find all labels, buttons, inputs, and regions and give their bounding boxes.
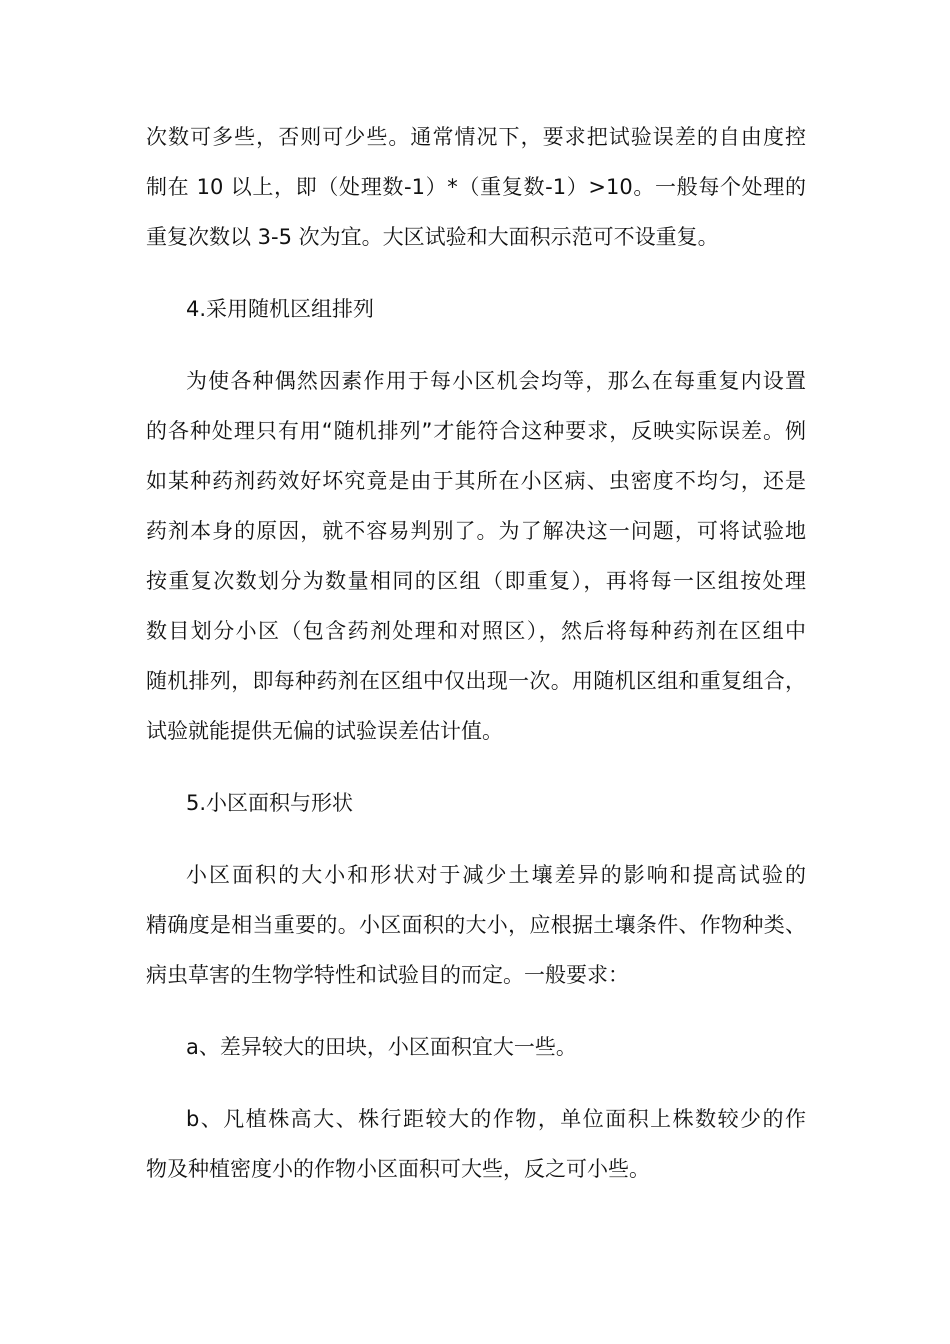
paragraph-2-line-5: 按重复次数划分为数量相同的区组（即重复），再将每一区组按处理 [146,569,806,593]
paragraph-2-line-3: 如某种药剂药效好坏究竟是由于其所在小区病、虫密度不均匀，还是 [146,469,806,493]
section-heading-5: 5.小区面积与形状 [186,791,354,815]
paragraph-1-line-2: 制在 10 以上，即（处理数-1）*（重复数-1）>10。一般每个处理的 [146,175,806,199]
paragraph-2-line-7: 随机排列，即每种药剂在区组中仅出现一次。用随机区组和重复组合， [146,669,806,693]
paragraph-2-line-6: 数目划分小区（包含药剂处理和对照区），然后将每种药剂在区组中 [146,619,806,643]
paragraph-1-line-1: 次数可多些，否则可少些。通常情况下，要求把试验误差的自由度控 [146,125,806,149]
paragraph-3-line-2: 精确度是相当重要的。小区面积的大小，应根据土壤条件、作物种类、 [146,913,806,937]
list-item-b-line-2: 物及种植密度小的作物小区面积可大些，反之可小些。 [146,1157,650,1181]
paragraph-2-line-8: 试验就能提供无偏的试验误差估计值。 [146,719,503,743]
section-heading-4: 4.采用随机区组排列 [186,297,375,321]
paragraph-3-line-1: 小区面积的大小和形状对于减少土壤差异的影响和提高试验的 [186,863,806,887]
list-item-a: a、差异较大的田块，小区面积宜大一些。 [186,1035,577,1059]
list-item-b-line-1: b、凡植株高大、株行距较大的作物，单位面积上株数较少的作 [186,1107,806,1131]
paragraph-3-line-3: 病虫草害的生物学特性和试验目的而定。一般要求： [146,963,629,987]
paragraph-2-line-1: 为使各种偶然因素作用于每小区机会均等，那么在每重复内设置 [186,369,806,393]
paragraph-2-line-4: 药剂本身的原因，就不容易判别了。为了解决这一问题，可将试验地 [146,519,806,543]
paragraph-1-line-3: 重复次数以 3-5 次为宜。大区试验和大面积示范可不设重复。 [146,225,719,249]
paragraph-2-line-2: 的各种处理只有用“随机排列”才能符合这种要求，反映实际误差。例 [146,419,806,443]
